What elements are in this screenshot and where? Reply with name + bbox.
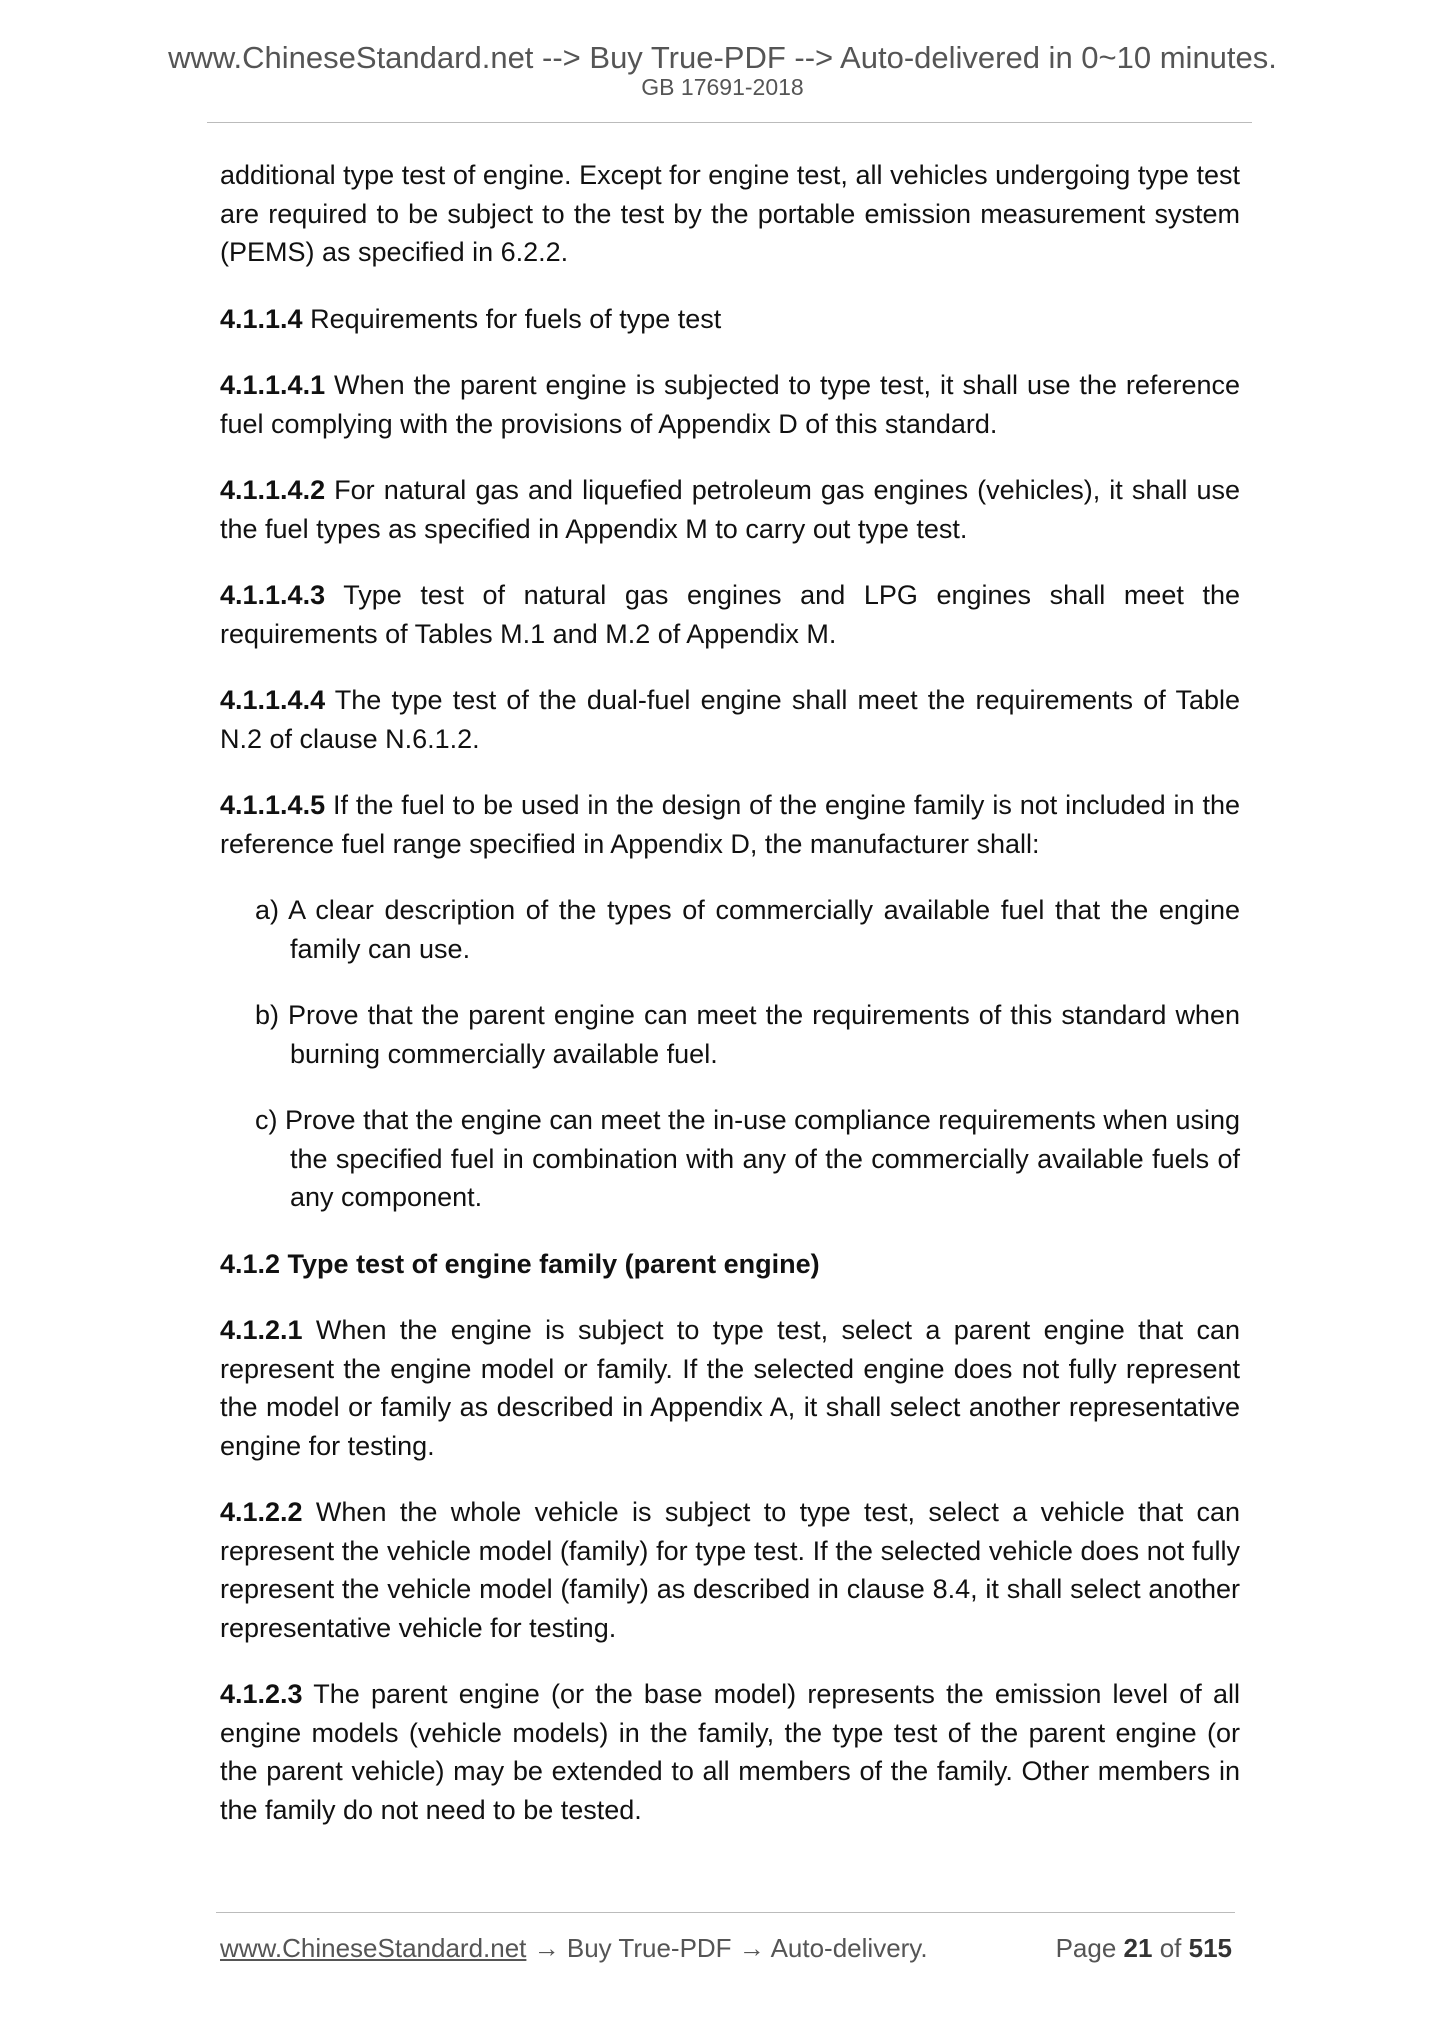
clause-number: 4.1.2.3 (220, 1679, 303, 1709)
standard-code: GB 17691-2018 (641, 74, 804, 100)
clause-number: 4.1.1.4 (220, 303, 303, 334)
clause-text: If the fuel to be used in the design of the engine family is not included in the reference fuel range specified in Appendix D, the manufacturer shall: (220, 790, 1240, 859)
clause-text: Type test of natural gas engines and LPG engines shall meet the requirements of Tables M.1 and M.2 of Appendix M. (220, 580, 1240, 649)
clause-number: 4.1.2.2 (220, 1497, 303, 1527)
clause-4-1-1-4-1 (220, 366, 1240, 443)
clause-text: For natural gas and liquefied petroleum gas engines (vehicles), it shall use the fuel types as specified in Appendix M to carry out type test. (220, 475, 1240, 544)
clause-number: 4.1.2.1 (220, 1315, 303, 1345)
footer-divider (216, 1912, 1235, 1913)
clause-4-1-2-1 (220, 1311, 1240, 1465)
clause-number: 4.1.1.4.4 (220, 685, 326, 715)
section-heading-4-1-2: 4.1.2 Type test of engine family (parent engine) (220, 1248, 820, 1279)
clause-text: When the engine is subject to type test, select a parent engine that can represent the engine model or family. If the selected engine does not fully represent the model or family as described in Appendix A, it shall select another representative engine for testing. (220, 1315, 1240, 1461)
clause-text: When the parent engine is subjected to type test, it shall use the reference fuel complying with the provisions of Appendix D of this standard. (220, 370, 1240, 439)
document-body (220, 156, 1240, 1857)
page-indicator (1056, 1932, 1232, 1964)
clause-4-1-1-4-5 (220, 786, 1240, 863)
footer-promo (220, 1932, 928, 1964)
total-pages: 515 (1188, 1933, 1232, 1963)
header-divider (207, 122, 1252, 123)
intro-paragraph (220, 156, 1240, 272)
page-label: Page (1055, 1933, 1124, 1963)
clause-4-1-1-4-3 (220, 576, 1240, 653)
clause-4-1-1-4-4 (220, 681, 1240, 758)
intro-text: additional type test of engine. Except for engine test, all vehicles undergoing type test are required to be subject to the test by the portable emission measurement system (PEMS) as specified in 6.2.2. (220, 160, 1240, 267)
top-banner[interactable]: www.ChineseStandard.net --> Buy True-PDF --> Auto-delivered in 0~10 minutes. (168, 40, 1277, 75)
clause-number: 4.1.1.4.3 (220, 580, 326, 610)
clause-number: 4.1.1.4.1 (220, 370, 326, 400)
clause-text: Requirements for fuels of type test (302, 303, 722, 334)
list-item-b: b) Prove that the parent engine can meet the requirements of this standard when burning commercially available fuel. (255, 1000, 1240, 1069)
clause-text: The type test of the dual-fuel engine shall meet the requirements of Table N.2 of clause N.6.1.2. (220, 685, 1240, 754)
clause-4-1-1-4-2 (220, 471, 1240, 548)
clause-text: When the whole vehicle is subject to type test, select a vehicle that can represent the vehicle model (family) for type test. If the selected vehicle does not fully represent the vehicle model (family) as described in clause 8.4, it shall select another representative vehicle for testing. (220, 1497, 1240, 1643)
of-label: of (1152, 1933, 1189, 1963)
clause-4-1-2-2 (220, 1493, 1240, 1647)
clause-text: The parent engine (or the base model) represents the emission level of all engine models (vehicle models) in the family, the type test of the parent engine (or the parent vehicle) may be extended to all members of the family. Other members in the family do not need to be tested. (220, 1679, 1240, 1825)
clause-number: 4.1.1.4.5 (220, 790, 326, 820)
footer-promo-text: → Buy True-PDF → Auto-delivery. (526, 1933, 928, 1963)
page-number: 21 (1123, 1933, 1153, 1963)
list-item-c: c) Prove that the engine can meet the in-use compliance requirements when using the specified fuel in combination with any of the commercially available fuels of any component. (255, 1105, 1240, 1212)
clause-4-1-2-3 (220, 1675, 1240, 1829)
footer-site-link[interactable]: www.ChineseStandard.net (220, 1933, 527, 1963)
list-item-a: a) A clear description of the types of commercially available fuel that the engine family can use. (255, 895, 1240, 964)
clause-4-1-1-4 (220, 300, 1240, 339)
clause-number: 4.1.1.4.2 (220, 475, 326, 505)
